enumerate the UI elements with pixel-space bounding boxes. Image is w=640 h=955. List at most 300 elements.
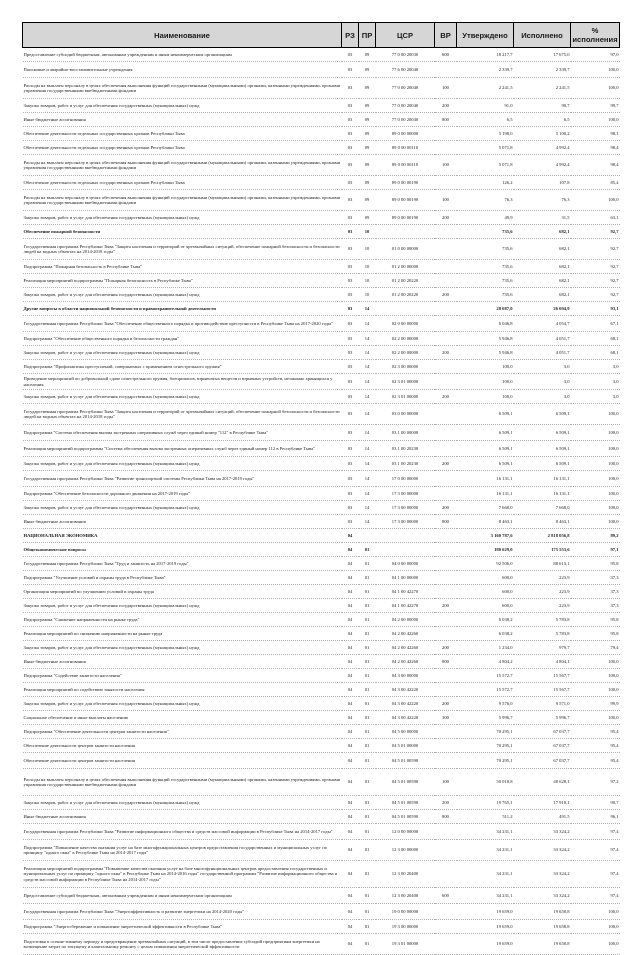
- cell-name: Государственная программа Республики Тыва "Защита населения и территорий от чрезвычайных ситуаций, обеспечение пожарной безопасности и безопасности людей на водных объектах на 2014-2018 годы": [23, 239, 342, 260]
- cell-name: Закупка товаров, работ и услуг для обеспечения государственных (муниципальных) нужд: [23, 288, 342, 302]
- cell-pr: 14: [359, 487, 376, 501]
- cell-pr: 09: [359, 141, 376, 155]
- cell-name: Предоставление субсидий бюджетным, автономным учреждениям и иным некоммерческим организациям: [23, 48, 342, 62]
- cell-rz: 03: [342, 225, 359, 239]
- cell-rz: 04: [342, 739, 359, 753]
- cell-percent: 99,9: [571, 697, 620, 711]
- cell-executed: 3,0: [514, 374, 571, 390]
- cell-vr: [435, 441, 457, 457]
- cell-rz: 04: [342, 641, 359, 655]
- cell-pr: 01: [359, 711, 376, 725]
- cell-rz: 03: [342, 127, 359, 141]
- cell-approved: 19 659,0: [457, 904, 514, 920]
- cell-vr: [435, 302, 457, 316]
- cell-percent: 98,4: [571, 155, 620, 176]
- cell-executed: 19 658,8: [514, 904, 571, 920]
- table-row: [23, 239, 620, 260]
- table-row: [23, 78, 620, 99]
- cell-csr: 01 2 00 20220: [376, 274, 435, 288]
- cell-percent: 100,0: [571, 457, 620, 471]
- cell-executed: 2 241,5: [514, 78, 571, 99]
- cell-approved: 91,0: [457, 99, 514, 113]
- cell-percent: 97,4: [571, 840, 620, 861]
- cell-percent: 100,0: [571, 920, 620, 934]
- cell-csr: 02 3 01 00000: [376, 390, 435, 404]
- table-row: [23, 529, 620, 543]
- table-row: [23, 613, 620, 627]
- table-row: [23, 711, 620, 725]
- cell-approved: 19 659,0: [457, 920, 514, 934]
- cell-vr: [435, 274, 457, 288]
- cell-executed: 16 131,1: [514, 471, 571, 487]
- cell-pr: 14: [359, 316, 376, 332]
- cell-csr: 04 5 01 00590: [376, 810, 435, 824]
- cell-approved: 6 509,1: [457, 441, 514, 457]
- cell-executed: 19 658,8: [514, 920, 571, 934]
- cell-percent: 95,4: [571, 753, 620, 769]
- table-row: [23, 515, 620, 529]
- table-row: [23, 274, 620, 288]
- cell-pr: 01: [359, 683, 376, 697]
- cell-executed: 5 783,8: [514, 627, 571, 641]
- cell-vr: 200: [435, 697, 457, 711]
- cell-name: Закупка товаров, работ и услуг для обеспечения государственных (муниципальных) нужд: [23, 390, 342, 404]
- cell-csr: 12 3 00 20400: [376, 861, 435, 888]
- cell-approved: 2 339,7: [457, 62, 514, 78]
- cell-percent: 68,1: [571, 332, 620, 346]
- cell-executed: 6 509,1: [514, 404, 571, 425]
- cell-executed: 6 509,1: [514, 457, 571, 471]
- cell-name: Закупка товаров, работ и услуг для обеспечения государственных (муниципальных) нужд: [23, 211, 342, 225]
- cell-approved: 7 668,0: [457, 501, 514, 515]
- cell-rz: 04: [342, 683, 359, 697]
- cell-pr: 01: [359, 810, 376, 824]
- cell-name: Расходы на выплаты персоналу в целях обеспечения выполнения функций государственными (муниципальными) органами, казенными учреждениями, органами управления государственными внебюджетными фондами: [23, 769, 342, 796]
- cell-executed: 6,5: [514, 113, 571, 127]
- cell-csr: [376, 302, 435, 316]
- cell-approved: 100,0: [457, 360, 514, 374]
- cell-rz: 03: [342, 113, 359, 127]
- cell-name: Закупка товаров, работ и услуг для обеспечения государственных (муниципальных) нужд: [23, 501, 342, 515]
- cell-csr: 04 3 00 42220: [376, 711, 435, 725]
- cell-approved: 3 160 787,6: [457, 529, 514, 543]
- header-rz: РЗ: [342, 23, 359, 48]
- cell-name: Закупка товаров, работ и услуг для обеспечения государственных (муниципальных) нужд: [23, 457, 342, 471]
- cell-pr: 01: [359, 904, 376, 920]
- header-vr: ВР: [435, 23, 457, 48]
- cell-csr: 04 5 01 00000: [376, 739, 435, 753]
- cell-approved: 9 576,0: [457, 697, 514, 711]
- cell-pr: 01: [359, 571, 376, 585]
- cell-executed: 88 613,1: [514, 557, 571, 571]
- cell-percent: 90,7: [571, 796, 620, 810]
- cell-csr: 17 0 00 00000: [376, 471, 435, 487]
- cell-csr: 02 3 00 00000: [376, 360, 435, 374]
- cell-approved: 2 241,5: [457, 78, 514, 99]
- cell-percent: 79,4: [571, 641, 620, 655]
- cell-executed: 16 131,1: [514, 487, 571, 501]
- cell-executed: 223,9: [514, 571, 571, 585]
- cell-csr: 02 2 00 00000: [376, 346, 435, 360]
- cell-csr: 89 0 00 00190: [376, 211, 435, 225]
- cell-name: Государственная программа Республики Тыва "Развитие транспортной системы Республики Тыва на 2017-2019 годы": [23, 471, 342, 487]
- cell-csr: 04 3 00 42220: [376, 683, 435, 697]
- cell-rz: 04: [342, 769, 359, 796]
- cell-name: Подпрограмма "Улучшение условий и охраны труда в Республике Тыва": [23, 571, 342, 585]
- cell-approved: 600,0: [457, 599, 514, 613]
- cell-name: Подпрограмма "Пожарная безопасность в Республике Тыва": [23, 260, 342, 274]
- table-row: [23, 211, 620, 225]
- header-percent: % исполнения: [571, 23, 620, 48]
- cell-csr: 04 5 01 00590: [376, 753, 435, 769]
- cell-vr: 200: [435, 641, 457, 655]
- cell-vr: 200: [435, 211, 457, 225]
- cell-rz: 03: [342, 99, 359, 113]
- cell-approved: 600,0: [457, 585, 514, 599]
- cell-csr: 01 0 00 00000: [376, 239, 435, 260]
- cell-approved: 735,6: [457, 274, 514, 288]
- cell-vr: [435, 683, 457, 697]
- cell-name: Предоставление субсидий бюджетным, автономным учреждениям и иным некоммерческим организациям: [23, 888, 342, 904]
- cell-executed: 17 675,0: [514, 48, 571, 62]
- cell-percent: 89,2: [571, 529, 620, 543]
- cell-executed: 33 324,2: [514, 840, 571, 861]
- table-row: [23, 810, 620, 824]
- cell-approved: 76,3: [457, 190, 514, 211]
- cell-executed: 223,9: [514, 585, 571, 599]
- cell-vr: 600: [435, 48, 457, 62]
- cell-approved: 19 659,0: [457, 934, 514, 955]
- cell-executed: 5 996,7: [514, 711, 571, 725]
- cell-percent: 100,0: [571, 404, 620, 425]
- cell-csr: 01 2 00 20220: [376, 288, 435, 302]
- header-csr: ЦСР: [376, 23, 435, 48]
- table-row: [23, 260, 620, 274]
- table-row: [23, 288, 620, 302]
- cell-percent: 97,1: [571, 543, 620, 557]
- cell-percent: 100,0: [571, 190, 620, 211]
- cell-rz: 04: [342, 585, 359, 599]
- cell-name: Подпрограмма "Обеспечение деятельности центров занятости населения": [23, 725, 342, 739]
- cell-vr: 100: [435, 190, 457, 211]
- cell-executed: 90,7: [514, 99, 571, 113]
- cell-executed: 682,1: [514, 274, 571, 288]
- cell-csr: 04 2 00 42260: [376, 627, 435, 641]
- cell-vr: [435, 739, 457, 753]
- cell-percent: 100,0: [571, 515, 620, 529]
- cell-vr: 200: [435, 796, 457, 810]
- cell-approved: 34 231,1: [457, 840, 514, 861]
- cell-pr: 01: [359, 725, 376, 739]
- cell-name: Государственная программа Республики Тыва "Развитие информационного общества и средств массовой информации в Республике Тыва на 2014-2017 годы": [23, 824, 342, 840]
- cell-approved: 18 217,7: [457, 48, 514, 62]
- header-approved: Утверждено: [457, 23, 514, 48]
- cell-vr: 100: [435, 769, 457, 796]
- cell-approved: 5 946,8: [457, 332, 514, 346]
- cell-vr: [435, 669, 457, 683]
- table-row: [23, 316, 620, 332]
- table-row: [23, 501, 620, 515]
- table-row: [23, 62, 620, 78]
- cell-vr: [435, 316, 457, 332]
- cell-name: Общеэкономические вопросы: [23, 543, 342, 557]
- cell-vr: 200: [435, 390, 457, 404]
- cell-vr: [435, 840, 457, 861]
- cell-rz: 04: [342, 725, 359, 739]
- cell-percent: 97,4: [571, 824, 620, 840]
- cell-rz: 04: [342, 920, 359, 934]
- cell-rz: 03: [342, 501, 359, 515]
- cell-vr: [435, 934, 457, 955]
- cell-executed: 31,5: [514, 211, 571, 225]
- cell-rz: 03: [342, 78, 359, 99]
- table-row: [23, 627, 620, 641]
- cell-csr: [376, 543, 435, 557]
- cell-rz: 04: [342, 543, 359, 557]
- cell-percent: 100,0: [571, 471, 620, 487]
- cell-csr: 17 3 00 00000: [376, 501, 435, 515]
- cell-vr: 200: [435, 501, 457, 515]
- cell-csr: 89 0 00 00110: [376, 141, 435, 155]
- table-row: [23, 669, 620, 683]
- cell-name: Государственная программа Республики Тыва "Энергоэффективность и развитие энергетики на 2014-2020 годы": [23, 904, 342, 920]
- cell-approved: 19 765,1: [457, 796, 514, 810]
- cell-csr: 03 1 00 00000: [376, 425, 435, 441]
- cell-approved: 735,6: [457, 239, 514, 260]
- table-row: [23, 441, 620, 457]
- cell-csr: 04 2 00 42260: [376, 641, 435, 655]
- cell-name: Реализация мероприятий подпрограммы "Система обеспечения вызова экстренных оперативных служб через единый номер 112 в Республике Тыва": [23, 441, 342, 457]
- cell-approved: 4 804,2: [457, 655, 514, 669]
- cell-pr: 10: [359, 239, 376, 260]
- cell-approved: 92 506,0: [457, 557, 514, 571]
- cell-name: Иные бюджетные ассигнования: [23, 113, 342, 127]
- cell-vr: [435, 920, 457, 934]
- cell-rz: 03: [342, 404, 359, 425]
- cell-approved: 28 687,0: [457, 302, 514, 316]
- cell-rz: 04: [342, 613, 359, 627]
- cell-csr: 04 1 00 42270: [376, 599, 435, 613]
- cell-name: Подпрограмма "Содействие занятости населения": [23, 669, 342, 683]
- table-row: [23, 141, 620, 155]
- cell-pr: 14: [359, 302, 376, 316]
- cell-rz: 04: [342, 861, 359, 888]
- table-row: [23, 471, 620, 487]
- cell-csr: 89 0 00 00190: [376, 176, 435, 190]
- cell-percent: 95,4: [571, 739, 620, 753]
- cell-executed: 33 324,2: [514, 888, 571, 904]
- cell-executed: 6 509,1: [514, 441, 571, 457]
- cell-pr: 01: [359, 669, 376, 683]
- cell-vr: [435, 613, 457, 627]
- table-row: [23, 302, 620, 316]
- cell-csr: 04 0 00 00000: [376, 557, 435, 571]
- cell-name: Закупка товаров, работ и услуг для обеспечения государственных (муниципальных) нужд: [23, 346, 342, 360]
- cell-vr: [435, 260, 457, 274]
- cell-rz: 04: [342, 840, 359, 861]
- cell-rz: 03: [342, 360, 359, 374]
- cell-executed: 19 658,8: [514, 934, 571, 955]
- cell-rz: 04: [342, 888, 359, 904]
- cell-approved: 34 231,1: [457, 824, 514, 840]
- cell-vr: [435, 404, 457, 425]
- cell-approved: 15 572,7: [457, 683, 514, 697]
- cell-pr: 09: [359, 78, 376, 99]
- cell-pr: 01: [359, 739, 376, 753]
- cell-approved: 34 231,1: [457, 888, 514, 904]
- table-row: [23, 48, 620, 62]
- table-row: [23, 904, 620, 920]
- cell-pr: 01: [359, 655, 376, 669]
- cell-rz: 03: [342, 239, 359, 260]
- cell-executed: 2 339,7: [514, 62, 571, 78]
- cell-percent: 100,0: [571, 113, 620, 127]
- cell-pr: 09: [359, 155, 376, 176]
- cell-csr: 04 3 00 42220: [376, 697, 435, 711]
- cell-executed: 3,0: [514, 390, 571, 404]
- cell-approved: 50 018,8: [457, 769, 514, 796]
- cell-pr: 09: [359, 62, 376, 78]
- cell-rz: 03: [342, 176, 359, 190]
- table-row: [23, 655, 620, 669]
- cell-percent: 97,2: [571, 769, 620, 796]
- cell-vr: [435, 239, 457, 260]
- cell-rz: 03: [342, 515, 359, 529]
- table-row: [23, 225, 620, 239]
- cell-percent: 96,1: [571, 810, 620, 824]
- table-row: [23, 99, 620, 113]
- cell-vr: [435, 725, 457, 739]
- cell-pr: 01: [359, 585, 376, 599]
- cell-percent: 3,0: [571, 360, 620, 374]
- cell-rz: 04: [342, 753, 359, 769]
- cell-vr: [435, 824, 457, 840]
- cell-percent: 100,0: [571, 711, 620, 725]
- table-row: [23, 739, 620, 753]
- cell-executed: 2 818 056,8: [514, 529, 571, 543]
- cell-rz: 03: [342, 288, 359, 302]
- cell-executed: 15 567,7: [514, 669, 571, 683]
- cell-csr: 89 0 00 00110: [376, 155, 435, 176]
- cell-executed: 4 051,7: [514, 332, 571, 346]
- cell-rz: 04: [342, 904, 359, 920]
- cell-executed: 26 694,9: [514, 302, 571, 316]
- cell-pr: 14: [359, 346, 376, 360]
- cell-csr: 19 3 01 00000: [376, 934, 435, 955]
- cell-name: Подготовка к осенне-зимнему периоду и предотвращение чрезвычайных ситуаций, в том числе предоставление субсидий предприятиям энергетики на возмещение затрат по текущему и капитальному ремонту с целью повышения энергетической эффективности: [23, 934, 342, 955]
- cell-vr: 200: [435, 288, 457, 302]
- cell-vr: [435, 225, 457, 239]
- cell-name: Обеспечение деятельности центров занятости населения: [23, 753, 342, 769]
- cell-percent: 100,0: [571, 487, 620, 501]
- cell-executed: 682,1: [514, 239, 571, 260]
- cell-vr: 800: [435, 810, 457, 824]
- cell-pr: 14: [359, 441, 376, 457]
- cell-vr: 200: [435, 599, 457, 613]
- cell-percent: 68,1: [571, 346, 620, 360]
- cell-pr: 01: [359, 599, 376, 613]
- table-row: [23, 697, 620, 711]
- cell-vr: 100: [435, 155, 457, 176]
- cell-vr: [435, 585, 457, 599]
- cell-rz: 04: [342, 571, 359, 585]
- cell-pr: 09: [359, 176, 376, 190]
- cell-executed: 15 567,7: [514, 683, 571, 697]
- cell-executed: 979,7: [514, 641, 571, 655]
- cell-rz: 04: [342, 810, 359, 824]
- cell-rz: 04: [342, 655, 359, 669]
- cell-name: Государственная программа Республики Тыва "Труд и занятость на 2017-2019 годы": [23, 557, 342, 571]
- cell-approved: 511,2: [457, 810, 514, 824]
- cell-pr: 14: [359, 471, 376, 487]
- cell-name: Проведение мероприятий по добровольной сдаче огнестрельного оружия, боеприпасов, взрывчатых веществ и взрывных устройств, незаконно хранящихся у населения: [23, 374, 342, 390]
- cell-pr: 09: [359, 211, 376, 225]
- cell-approved: 6 509,1: [457, 425, 514, 441]
- cell-percent: 95,8: [571, 557, 620, 571]
- cell-executed: 682,1: [514, 288, 571, 302]
- cell-rz: 03: [342, 211, 359, 225]
- cell-executed: 67 037,7: [514, 739, 571, 753]
- table-row: [23, 346, 620, 360]
- cell-rz: 03: [342, 346, 359, 360]
- cell-executed: 33 324,2: [514, 861, 571, 888]
- cell-pr: 09: [359, 190, 376, 211]
- cell-pr: 01: [359, 920, 376, 934]
- cell-executed: 4 992,4: [514, 155, 571, 176]
- cell-rz: 03: [342, 332, 359, 346]
- cell-pr: 01: [359, 627, 376, 641]
- cell-percent: 92,7: [571, 274, 620, 288]
- table-row: [23, 332, 620, 346]
- cell-pr: 01: [359, 543, 376, 557]
- cell-rz: 03: [342, 48, 359, 62]
- cell-executed: 223,9: [514, 599, 571, 613]
- cell-vr: 200: [435, 99, 457, 113]
- cell-approved: 6 509,1: [457, 404, 514, 425]
- cell-executed: 67 037,7: [514, 725, 571, 739]
- cell-vr: [435, 543, 457, 557]
- cell-rz: 04: [342, 697, 359, 711]
- cell-pr: 14: [359, 360, 376, 374]
- cell-name: Реализация мероприятий по снижению напряженности на рынке труда: [23, 627, 342, 641]
- cell-executed: 4 051,7: [514, 346, 571, 360]
- cell-rz: 04: [342, 529, 359, 543]
- cell-rz: 04: [342, 934, 359, 955]
- cell-percent: 98,1: [571, 127, 620, 141]
- cell-vr: [435, 904, 457, 920]
- cell-executed: 4 054,7: [514, 316, 571, 332]
- cell-approved: 6 509,1: [457, 457, 514, 471]
- table-row: [23, 571, 620, 585]
- cell-rz: 03: [342, 390, 359, 404]
- cell-percent: 3,0: [571, 390, 620, 404]
- table-row: [23, 374, 620, 390]
- cell-name: Обеспечение деятельности отдельных государственных органов Республики Тыва: [23, 127, 342, 141]
- cell-csr: 03 1 00 20230: [376, 441, 435, 457]
- cell-vr: [435, 62, 457, 78]
- cell-approved: 6 038,2: [457, 613, 514, 627]
- cell-percent: 95,4: [571, 725, 620, 739]
- cell-name: Организация мероприятий по улучшению условий и охраны труда: [23, 585, 342, 599]
- cell-approved: 126,2: [457, 176, 514, 190]
- cell-pr: 01: [359, 769, 376, 796]
- cell-name: Закупка товаров, работ и услуг для обеспечения государственных (муниципальных) нужд: [23, 99, 342, 113]
- cell-approved: 6 046,8: [457, 316, 514, 332]
- cell-percent: 92,7: [571, 225, 620, 239]
- cell-name: Обеспечение деятельности центров занятости населения: [23, 739, 342, 753]
- cell-vr: [435, 127, 457, 141]
- cell-vr: [435, 425, 457, 441]
